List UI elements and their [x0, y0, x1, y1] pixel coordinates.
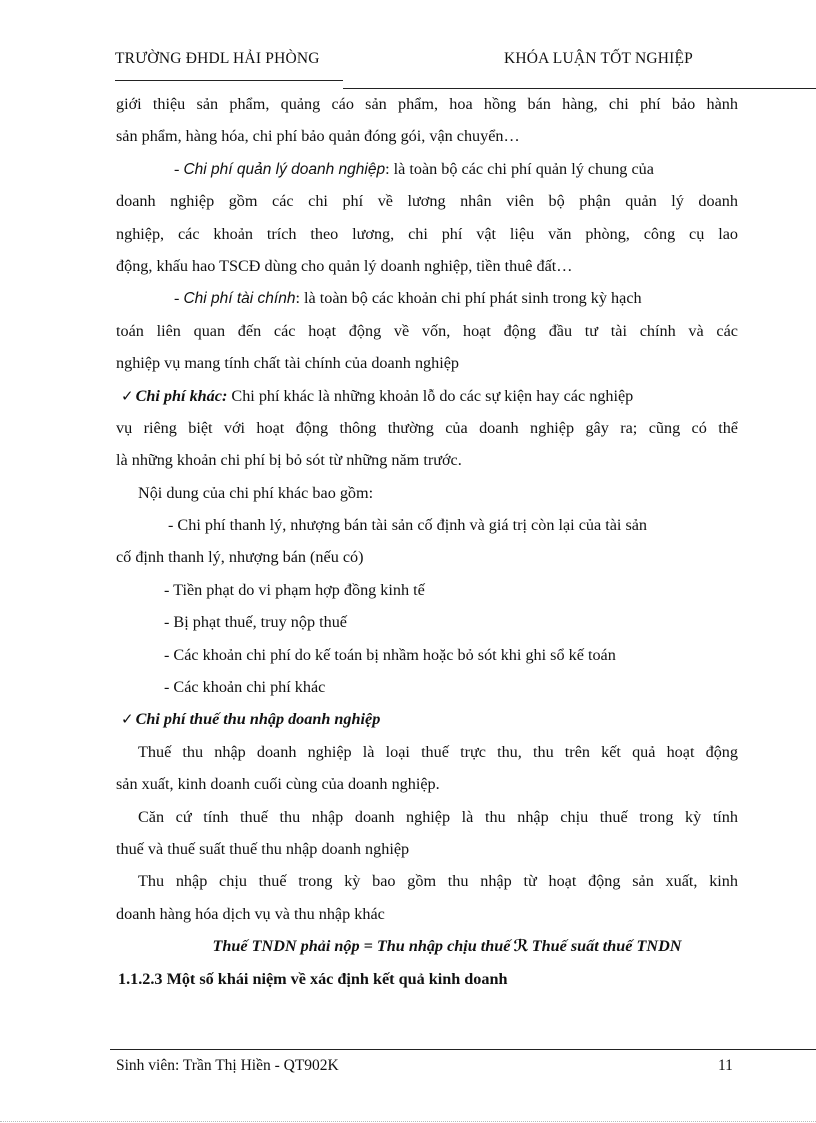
dash: - [174, 289, 184, 308]
paragraph-line: cố định thanh lý, nhượng bán (nếu có) [116, 548, 364, 567]
header-thesis-title: KHÓA LUẬN TỐT NGHIỆP [504, 50, 693, 67]
multiply-symbol-icon: ℛ [513, 936, 529, 956]
other-expense-line [116, 380, 738, 412]
paragraph-line: động, khấu hao TSCĐ dùng cho quản lý doanh nghiệp, tiền thuê đất… [116, 256, 573, 275]
formula-left: Thuế TNDN phải nộp = Thu nhập chịu thuế [212, 937, 511, 956]
list-item: - Bị phạt thuế, truy nộp thuế [164, 613, 347, 632]
paragraph-line: sản phẩm, hàng hóa, chi phí bảo quản đóng gói, vận chuyển… [116, 127, 520, 146]
document-body [116, 88, 738, 995]
footer-student: Sinh viên: Trần Thị Hiền - QT902K [116, 1057, 339, 1074]
section-heading: 1.1.2.3 Một số khái niệm về xác định kết quả kinh doanh [118, 969, 508, 988]
admin-expense-line [116, 153, 738, 185]
paragraph-line: nghiệp, các khoản trích theo lương, chi phí vật liệu văn phòng, công cụ lao [116, 224, 738, 243]
list-item: - Chi phí thanh lý, nhượng bán tài sản cố định và giá trị còn lại của tài sản [168, 516, 648, 535]
list-item: - Tiền phạt do vi phạm hợp đồng kinh tế [164, 580, 425, 599]
paragraph-line: toán liên quan đến các hoạt động về vốn, hoạt động đầu tư tài chính và các [116, 321, 738, 340]
income-tax-heading [116, 703, 738, 735]
paragraph-line: Thu nhập chịu thuế trong kỳ bao gồm thu nhập từ hoạt động sản xuất, kinh [138, 872, 738, 891]
term-definition: : là toàn bộ các khoản chi phí phát sinh trong kỳ hạch [295, 289, 642, 308]
checkmark-icon: ✓ [121, 386, 134, 405]
paragraph-line: Căn cứ tính thuế thu nhập doanh nghiệp là thu nhập chịu thuế trong kỳ tính [138, 807, 738, 826]
checkmark-icon: ✓ [121, 710, 134, 729]
paragraph-line: doanh nghiệp gồm các chi phí về lương nhân viên bộ phận quản lý doanh [116, 192, 738, 211]
footer-rule [110, 1049, 816, 1050]
dash: - [174, 159, 184, 178]
finance-expense-line [116, 282, 738, 314]
paragraph-line: vụ riêng biệt với hoạt động thông thường của doanh nghiệp gây ra; cũng có thể [116, 418, 738, 437]
header-rule-left [115, 80, 343, 81]
term-finance-expense: Chi phí tài chính [183, 290, 296, 308]
term-admin-expense: Chi phí quản lý doanh nghiệp [183, 160, 386, 178]
paragraph-line: thuế và thuế suất thuế thu nhập doanh nghiệp [116, 839, 410, 858]
term-definition: Chi phí khác là những khoản lỗ do các sự kiện hay các nghiệp [227, 386, 634, 405]
term-income-tax: Chi phí thuế thu nhập doanh nghiệp [135, 710, 381, 729]
paragraph-line: Nội dung của chi phí khác bao gồm: [138, 483, 374, 502]
paragraph-line: Thuế thu nhập doanh nghiệp là loại thuế trực thu, thu trên kết quả hoạt động [138, 742, 738, 761]
list-item: - Các khoản chi phí do kế toán bị nhầm hoặc bỏ sót khi ghi sổ kế toán [164, 645, 616, 664]
term-other-expense: Chi phí khác: [135, 386, 228, 405]
header-school: TRƯỜNG ĐHDL HẢI PHÒNG [115, 50, 320, 67]
paragraph-line: là những khoản chi phí bị bỏ sót từ những năm trước. [116, 451, 462, 470]
paragraph-line: nghiệp vụ mang tính chất tài chính của doanh nghiệp [116, 354, 459, 373]
paragraph-line: doanh hàng hóa dịch vụ và thu nhập khác [116, 904, 385, 923]
tax-formula [116, 930, 738, 962]
page-number: 11 [718, 1057, 733, 1074]
list-item: - Các khoản chi phí khác [164, 678, 326, 697]
page-edge-divider [0, 1121, 816, 1122]
formula-right: Thuế suất thuế TNDN [531, 937, 682, 956]
term-definition: : là toàn bộ các chi phí quản lý chung của [385, 159, 654, 178]
paragraph-line: giới thiệu sản phẩm, quảng cáo sản phẩm, hoa hồng bán hàng, chi phí bảo hành [116, 95, 738, 113]
paragraph-line: sản xuất, kinh doanh cuối cùng của doanh nghiệp. [116, 775, 440, 794]
